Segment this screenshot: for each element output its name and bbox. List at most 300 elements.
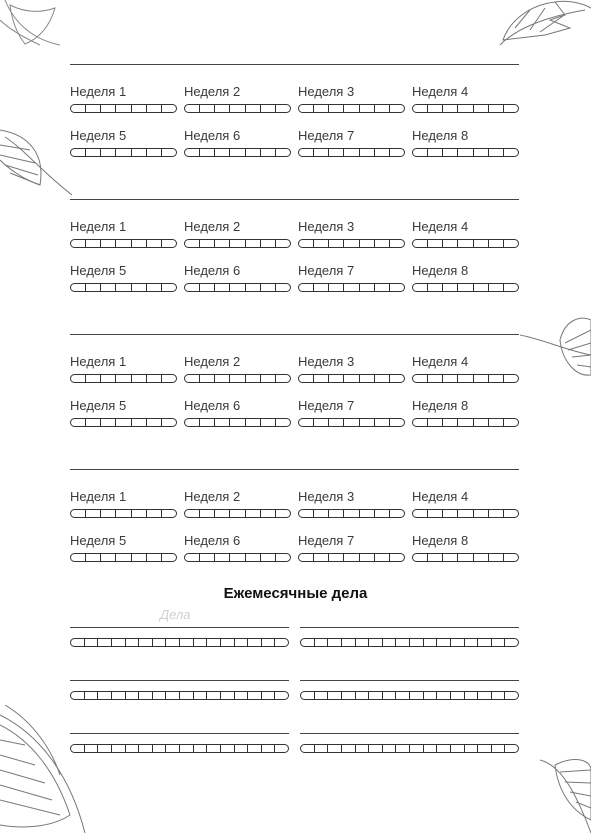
week-day-tracker[interactable] — [184, 239, 291, 248]
day-checkbox[interactable] — [261, 554, 276, 561]
day-checkbox[interactable] — [116, 554, 131, 561]
day-checkbox[interactable] — [356, 692, 370, 699]
day-checkbox[interactable] — [443, 149, 458, 156]
day-checkbox[interactable] — [489, 284, 504, 291]
task-day-tracker[interactable] — [70, 638, 289, 647]
day-checkbox[interactable] — [458, 284, 473, 291]
day-checkbox[interactable] — [428, 554, 443, 561]
day-checkbox[interactable] — [424, 692, 438, 699]
day-checkbox[interactable] — [101, 375, 116, 382]
week-day-tracker[interactable] — [184, 374, 291, 383]
day-checkbox[interactable] — [101, 149, 116, 156]
day-checkbox[interactable] — [71, 284, 86, 291]
week-day-tracker[interactable] — [70, 239, 177, 248]
day-checkbox[interactable] — [200, 375, 215, 382]
week-day-tracker[interactable] — [298, 553, 405, 562]
week-day-tracker[interactable] — [298, 283, 405, 292]
day-checkbox[interactable] — [101, 240, 116, 247]
day-checkbox[interactable] — [153, 639, 167, 646]
day-checkbox[interactable] — [116, 419, 131, 426]
day-checkbox[interactable] — [275, 639, 288, 646]
day-checkbox[interactable] — [360, 240, 375, 247]
day-checkbox[interactable] — [246, 554, 261, 561]
day-checkbox[interactable] — [458, 149, 473, 156]
day-checkbox[interactable] — [132, 105, 147, 112]
day-checkbox[interactable] — [86, 105, 101, 112]
day-checkbox[interactable] — [98, 745, 112, 752]
day-checkbox[interactable] — [474, 149, 489, 156]
day-checkbox[interactable] — [413, 375, 428, 382]
day-checkbox[interactable] — [147, 510, 162, 517]
day-checkbox[interactable] — [413, 510, 428, 517]
day-checkbox[interactable] — [413, 105, 428, 112]
day-checkbox[interactable] — [139, 639, 153, 646]
day-checkbox[interactable] — [314, 105, 329, 112]
day-checkbox[interactable] — [443, 419, 458, 426]
day-checkbox[interactable] — [413, 240, 428, 247]
day-checkbox[interactable] — [428, 284, 443, 291]
day-checkbox[interactable] — [221, 692, 235, 699]
week-day-tracker[interactable] — [412, 374, 519, 383]
day-checkbox[interactable] — [299, 419, 314, 426]
week-day-tracker[interactable] — [70, 509, 177, 518]
day-checkbox[interactable] — [410, 639, 424, 646]
day-checkbox[interactable] — [314, 554, 329, 561]
week-day-tracker[interactable] — [184, 148, 291, 157]
day-checkbox[interactable] — [275, 692, 288, 699]
day-checkbox[interactable] — [132, 240, 147, 247]
day-checkbox[interactable] — [451, 745, 465, 752]
day-checkbox[interactable] — [132, 149, 147, 156]
day-checkbox[interactable] — [185, 375, 200, 382]
day-checkbox[interactable] — [410, 745, 424, 752]
day-checkbox[interactable] — [329, 240, 344, 247]
day-checkbox[interactable] — [215, 149, 230, 156]
day-checkbox[interactable] — [505, 745, 518, 752]
day-checkbox[interactable] — [428, 149, 443, 156]
day-checkbox[interactable] — [147, 149, 162, 156]
day-checkbox[interactable] — [162, 419, 176, 426]
day-checkbox[interactable] — [390, 375, 404, 382]
day-checkbox[interactable] — [329, 149, 344, 156]
day-checkbox[interactable] — [86, 149, 101, 156]
day-checkbox[interactable] — [356, 639, 370, 646]
day-checkbox[interactable] — [424, 745, 438, 752]
day-checkbox[interactable] — [410, 692, 424, 699]
day-checkbox[interactable] — [301, 745, 315, 752]
day-checkbox[interactable] — [299, 375, 314, 382]
day-checkbox[interactable] — [344, 510, 359, 517]
week-day-tracker[interactable] — [70, 283, 177, 292]
day-checkbox[interactable] — [375, 419, 390, 426]
day-checkbox[interactable] — [132, 375, 147, 382]
day-checkbox[interactable] — [132, 554, 147, 561]
day-checkbox[interactable] — [262, 745, 276, 752]
day-checkbox[interactable] — [246, 510, 261, 517]
day-checkbox[interactable] — [126, 639, 140, 646]
day-checkbox[interactable] — [299, 510, 314, 517]
day-checkbox[interactable] — [132, 510, 147, 517]
day-checkbox[interactable] — [246, 375, 261, 382]
day-checkbox[interactable] — [369, 692, 383, 699]
day-checkbox[interactable] — [492, 692, 506, 699]
day-checkbox[interactable] — [116, 240, 131, 247]
day-checkbox[interactable] — [301, 692, 315, 699]
day-checkbox[interactable] — [230, 240, 245, 247]
day-checkbox[interactable] — [116, 105, 131, 112]
week-day-tracker[interactable] — [70, 104, 177, 113]
day-checkbox[interactable] — [328, 639, 342, 646]
day-checkbox[interactable] — [375, 149, 390, 156]
day-checkbox[interactable] — [437, 745, 451, 752]
day-checkbox[interactable] — [369, 639, 383, 646]
task-line[interactable] — [70, 733, 289, 734]
day-checkbox[interactable] — [153, 745, 167, 752]
day-checkbox[interactable] — [342, 692, 356, 699]
day-checkbox[interactable] — [375, 554, 390, 561]
day-checkbox[interactable] — [153, 692, 167, 699]
week-day-tracker[interactable] — [298, 509, 405, 518]
day-checkbox[interactable] — [390, 510, 404, 517]
day-checkbox[interactable] — [424, 639, 438, 646]
day-checkbox[interactable] — [162, 375, 176, 382]
day-checkbox[interactable] — [504, 284, 518, 291]
day-checkbox[interactable] — [112, 639, 126, 646]
task-day-tracker[interactable] — [300, 744, 519, 753]
task-day-tracker[interactable] — [300, 691, 519, 700]
week-day-tracker[interactable] — [184, 104, 291, 113]
day-checkbox[interactable] — [139, 692, 153, 699]
day-checkbox[interactable] — [492, 745, 506, 752]
day-checkbox[interactable] — [200, 554, 215, 561]
day-checkbox[interactable] — [194, 745, 208, 752]
week-day-tracker[interactable] — [412, 104, 519, 113]
day-checkbox[interactable] — [132, 284, 147, 291]
day-checkbox[interactable] — [230, 149, 245, 156]
day-checkbox[interactable] — [215, 510, 230, 517]
day-checkbox[interactable] — [489, 510, 504, 517]
week-day-tracker[interactable] — [298, 418, 405, 427]
day-checkbox[interactable] — [465, 745, 479, 752]
week-day-tracker[interactable] — [70, 374, 177, 383]
day-checkbox[interactable] — [360, 149, 375, 156]
day-checkbox[interactable] — [101, 105, 116, 112]
week-day-tracker[interactable] — [298, 374, 405, 383]
day-checkbox[interactable] — [86, 554, 101, 561]
day-checkbox[interactable] — [261, 375, 276, 382]
day-checkbox[interactable] — [458, 554, 473, 561]
day-checkbox[interactable] — [162, 510, 176, 517]
day-checkbox[interactable] — [489, 240, 504, 247]
tasks-placeholder[interactable]: Дела — [160, 607, 191, 622]
day-checkbox[interactable] — [180, 639, 194, 646]
day-checkbox[interactable] — [315, 692, 329, 699]
day-checkbox[interactable] — [489, 375, 504, 382]
day-checkbox[interactable] — [200, 284, 215, 291]
day-checkbox[interactable] — [101, 419, 116, 426]
day-checkbox[interactable] — [314, 419, 329, 426]
day-checkbox[interactable] — [215, 284, 230, 291]
day-checkbox[interactable] — [248, 639, 262, 646]
day-checkbox[interactable] — [314, 284, 329, 291]
day-checkbox[interactable] — [200, 149, 215, 156]
task-day-tracker[interactable] — [300, 638, 519, 647]
day-checkbox[interactable] — [230, 554, 245, 561]
day-checkbox[interactable] — [207, 639, 221, 646]
day-checkbox[interactable] — [166, 745, 180, 752]
week-day-tracker[interactable] — [70, 553, 177, 562]
day-checkbox[interactable] — [85, 745, 99, 752]
day-checkbox[interactable] — [246, 149, 261, 156]
day-checkbox[interactable] — [443, 554, 458, 561]
day-checkbox[interactable] — [230, 419, 245, 426]
day-checkbox[interactable] — [443, 105, 458, 112]
day-checkbox[interactable] — [147, 240, 162, 247]
day-checkbox[interactable] — [451, 639, 465, 646]
day-checkbox[interactable] — [276, 105, 290, 112]
day-checkbox[interactable] — [221, 745, 235, 752]
day-checkbox[interactable] — [207, 692, 221, 699]
day-checkbox[interactable] — [86, 284, 101, 291]
day-checkbox[interactable] — [230, 105, 245, 112]
day-checkbox[interactable] — [185, 419, 200, 426]
day-checkbox[interactable] — [474, 240, 489, 247]
day-checkbox[interactable] — [360, 375, 375, 382]
day-checkbox[interactable] — [428, 105, 443, 112]
day-checkbox[interactable] — [478, 745, 492, 752]
week-day-tracker[interactable] — [184, 283, 291, 292]
day-checkbox[interactable] — [147, 105, 162, 112]
day-checkbox[interactable] — [428, 240, 443, 247]
day-checkbox[interactable] — [230, 510, 245, 517]
day-checkbox[interactable] — [396, 745, 410, 752]
day-checkbox[interactable] — [396, 639, 410, 646]
day-checkbox[interactable] — [375, 510, 390, 517]
day-checkbox[interactable] — [504, 105, 518, 112]
day-checkbox[interactable] — [360, 284, 375, 291]
day-checkbox[interactable] — [413, 284, 428, 291]
week-day-tracker[interactable] — [412, 553, 519, 562]
day-checkbox[interactable] — [276, 554, 290, 561]
day-checkbox[interactable] — [71, 745, 85, 752]
day-checkbox[interactable] — [112, 692, 126, 699]
day-checkbox[interactable] — [166, 639, 180, 646]
day-checkbox[interactable] — [329, 554, 344, 561]
day-checkbox[interactable] — [86, 240, 101, 247]
day-checkbox[interactable] — [390, 554, 404, 561]
day-checkbox[interactable] — [369, 745, 383, 752]
day-checkbox[interactable] — [235, 639, 249, 646]
day-checkbox[interactable] — [344, 419, 359, 426]
day-checkbox[interactable] — [262, 692, 276, 699]
week-day-tracker[interactable] — [70, 148, 177, 157]
day-checkbox[interactable] — [246, 105, 261, 112]
day-checkbox[interactable] — [86, 419, 101, 426]
day-checkbox[interactable] — [194, 639, 208, 646]
day-checkbox[interactable] — [71, 419, 86, 426]
week-day-tracker[interactable] — [412, 148, 519, 157]
day-checkbox[interactable] — [413, 149, 428, 156]
day-checkbox[interactable] — [162, 105, 176, 112]
day-checkbox[interactable] — [504, 240, 518, 247]
day-checkbox[interactable] — [147, 375, 162, 382]
task-line[interactable] — [300, 733, 519, 734]
day-checkbox[interactable] — [116, 510, 131, 517]
day-checkbox[interactable] — [474, 284, 489, 291]
day-checkbox[interactable] — [328, 692, 342, 699]
day-checkbox[interactable] — [329, 510, 344, 517]
day-checkbox[interactable] — [428, 419, 443, 426]
day-checkbox[interactable] — [215, 240, 230, 247]
day-checkbox[interactable] — [383, 692, 397, 699]
day-checkbox[interactable] — [261, 284, 276, 291]
day-checkbox[interactable] — [443, 240, 458, 247]
day-checkbox[interactable] — [443, 284, 458, 291]
day-checkbox[interactable] — [458, 240, 473, 247]
day-checkbox[interactable] — [314, 375, 329, 382]
week-day-tracker[interactable] — [184, 509, 291, 518]
day-checkbox[interactable] — [413, 419, 428, 426]
day-checkbox[interactable] — [315, 745, 329, 752]
day-checkbox[interactable] — [200, 105, 215, 112]
day-checkbox[interactable] — [116, 149, 131, 156]
day-checkbox[interactable] — [474, 419, 489, 426]
day-checkbox[interactable] — [505, 639, 518, 646]
day-checkbox[interactable] — [261, 105, 276, 112]
day-checkbox[interactable] — [85, 692, 99, 699]
day-checkbox[interactable] — [428, 375, 443, 382]
day-checkbox[interactable] — [261, 419, 276, 426]
day-checkbox[interactable] — [299, 554, 314, 561]
day-checkbox[interactable] — [344, 240, 359, 247]
day-checkbox[interactable] — [458, 375, 473, 382]
day-checkbox[interactable] — [86, 510, 101, 517]
day-checkbox[interactable] — [443, 510, 458, 517]
day-checkbox[interactable] — [162, 284, 176, 291]
day-checkbox[interactable] — [474, 375, 489, 382]
day-checkbox[interactable] — [478, 692, 492, 699]
day-checkbox[interactable] — [235, 745, 249, 752]
task-line[interactable] — [70, 627, 289, 628]
day-checkbox[interactable] — [162, 149, 176, 156]
day-checkbox[interactable] — [375, 284, 390, 291]
day-checkbox[interactable] — [276, 375, 290, 382]
day-checkbox[interactable] — [248, 745, 262, 752]
week-day-tracker[interactable] — [184, 553, 291, 562]
day-checkbox[interactable] — [396, 692, 410, 699]
day-checkbox[interactable] — [474, 510, 489, 517]
day-checkbox[interactable] — [451, 692, 465, 699]
day-checkbox[interactable] — [71, 375, 86, 382]
day-checkbox[interactable] — [504, 554, 518, 561]
day-checkbox[interactable] — [207, 745, 221, 752]
day-checkbox[interactable] — [314, 240, 329, 247]
day-checkbox[interactable] — [139, 745, 153, 752]
day-checkbox[interactable] — [437, 692, 451, 699]
day-checkbox[interactable] — [299, 149, 314, 156]
day-checkbox[interactable] — [301, 639, 315, 646]
day-checkbox[interactable] — [246, 240, 261, 247]
day-checkbox[interactable] — [194, 692, 208, 699]
day-checkbox[interactable] — [275, 745, 288, 752]
day-checkbox[interactable] — [375, 375, 390, 382]
day-checkbox[interactable] — [458, 510, 473, 517]
day-checkbox[interactable] — [474, 554, 489, 561]
task-line[interactable] — [300, 680, 519, 681]
day-checkbox[interactable] — [504, 510, 518, 517]
week-day-tracker[interactable] — [412, 239, 519, 248]
week-day-tracker[interactable] — [412, 509, 519, 518]
day-checkbox[interactable] — [443, 375, 458, 382]
day-checkbox[interactable] — [180, 745, 194, 752]
day-checkbox[interactable] — [342, 639, 356, 646]
day-checkbox[interactable] — [315, 639, 329, 646]
day-checkbox[interactable] — [390, 105, 404, 112]
week-day-tracker[interactable] — [298, 148, 405, 157]
day-checkbox[interactable] — [299, 105, 314, 112]
day-checkbox[interactable] — [261, 510, 276, 517]
day-checkbox[interactable] — [185, 240, 200, 247]
day-checkbox[interactable] — [200, 510, 215, 517]
day-checkbox[interactable] — [261, 240, 276, 247]
day-checkbox[interactable] — [126, 745, 140, 752]
week-day-tracker[interactable] — [70, 418, 177, 427]
day-checkbox[interactable] — [112, 745, 126, 752]
day-checkbox[interactable] — [215, 554, 230, 561]
day-checkbox[interactable] — [101, 554, 116, 561]
day-checkbox[interactable] — [329, 284, 344, 291]
day-checkbox[interactable] — [383, 639, 397, 646]
day-checkbox[interactable] — [342, 745, 356, 752]
day-checkbox[interactable] — [360, 510, 375, 517]
day-checkbox[interactable] — [235, 692, 249, 699]
day-checkbox[interactable] — [329, 375, 344, 382]
week-day-tracker[interactable] — [412, 418, 519, 427]
day-checkbox[interactable] — [458, 105, 473, 112]
day-checkbox[interactable] — [71, 639, 85, 646]
day-checkbox[interactable] — [246, 284, 261, 291]
day-checkbox[interactable] — [328, 745, 342, 752]
day-checkbox[interactable] — [246, 419, 261, 426]
day-checkbox[interactable] — [71, 554, 86, 561]
day-checkbox[interactable] — [360, 105, 375, 112]
day-checkbox[interactable] — [221, 639, 235, 646]
day-checkbox[interactable] — [215, 105, 230, 112]
day-checkbox[interactable] — [375, 240, 390, 247]
day-checkbox[interactable] — [314, 149, 329, 156]
day-checkbox[interactable] — [465, 692, 479, 699]
day-checkbox[interactable] — [344, 375, 359, 382]
day-checkbox[interactable] — [390, 149, 404, 156]
day-checkbox[interactable] — [101, 510, 116, 517]
week-day-tracker[interactable] — [184, 418, 291, 427]
day-checkbox[interactable] — [390, 240, 404, 247]
day-checkbox[interactable] — [413, 554, 428, 561]
week-day-tracker[interactable] — [298, 239, 405, 248]
day-checkbox[interactable] — [101, 284, 116, 291]
day-checkbox[interactable] — [126, 692, 140, 699]
day-checkbox[interactable] — [314, 510, 329, 517]
day-checkbox[interactable] — [71, 240, 86, 247]
day-checkbox[interactable] — [344, 149, 359, 156]
day-checkbox[interactable] — [147, 419, 162, 426]
day-checkbox[interactable] — [360, 419, 375, 426]
day-checkbox[interactable] — [71, 692, 85, 699]
day-checkbox[interactable] — [489, 105, 504, 112]
day-checkbox[interactable] — [162, 240, 176, 247]
day-checkbox[interactable] — [360, 554, 375, 561]
day-checkbox[interactable] — [383, 745, 397, 752]
